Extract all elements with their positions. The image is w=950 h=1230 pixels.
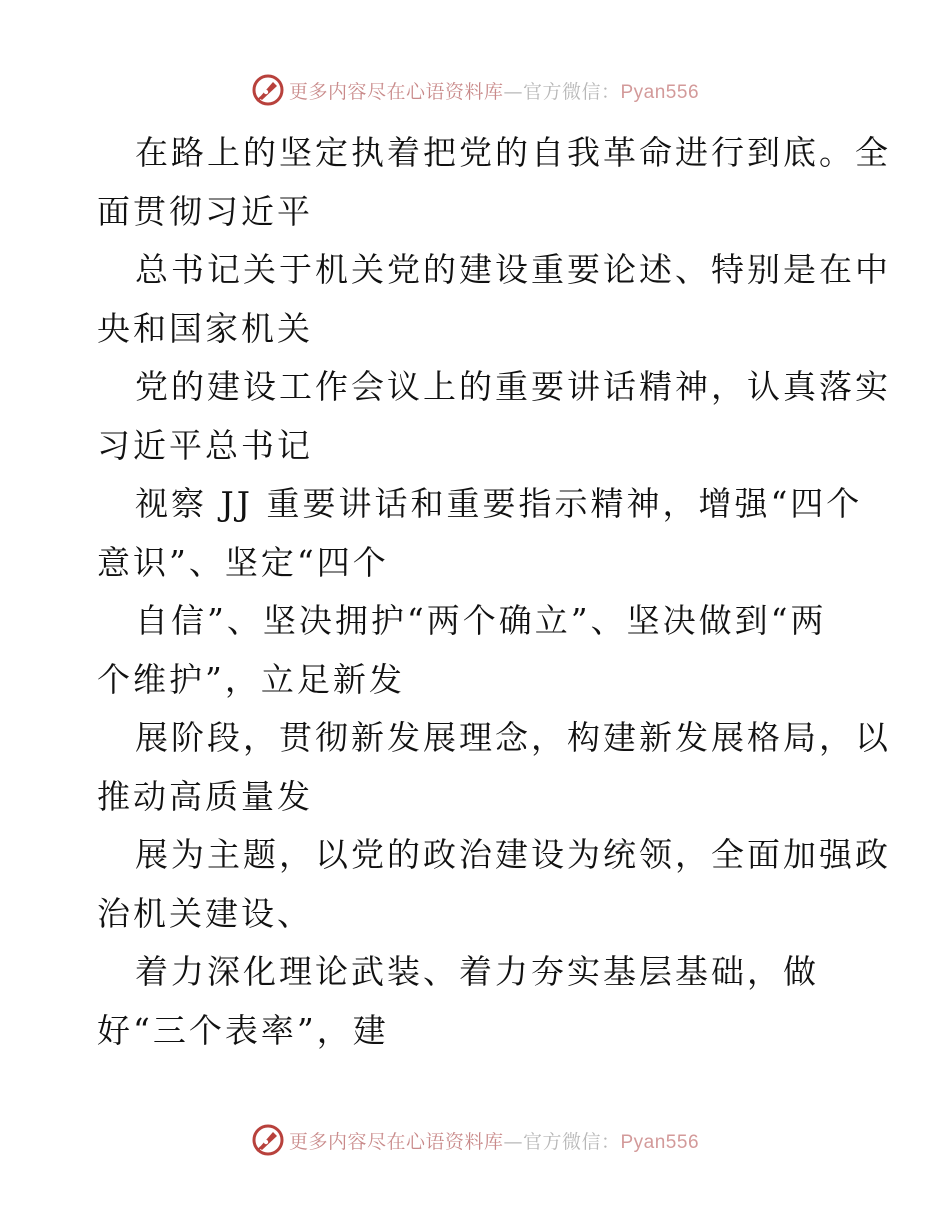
pen-nib-logo-icon <box>251 1123 285 1157</box>
footer-banner <box>0 1120 950 1160</box>
header-banner-wechat-id: Pyan556 <box>620 81 700 103</box>
footer-banner-dash: — <box>503 1130 523 1153</box>
text-line: 意识”、坚定“四个 <box>97 542 389 582</box>
header-banner <box>0 70 950 110</box>
text-line: 好“三个表率”，建 <box>97 1010 389 1050</box>
footer-banner-slogan: 更多内容尽在心语资料库 <box>288 1130 504 1153</box>
pen-nib-logo-icon <box>251 73 285 107</box>
header-banner-dash: — <box>503 80 523 103</box>
text-line: 在路上的坚定执着把党的自我革命进行到底。全 <box>135 133 891 172</box>
text-line: 展为主题，以党的政治建设为统领，全面加强政 <box>135 835 891 874</box>
document-body <box>97 124 891 1060</box>
text-line: 展阶段，贯彻新发展理念，构建新发展格局，以 <box>135 718 891 757</box>
text-line: 面贯彻习近平 <box>97 191 313 231</box>
text-line: 个维护”，立足新发 <box>97 659 405 699</box>
text-line: 习近平总书记 <box>97 425 313 465</box>
text-line: 党的建设工作会议上的重要讲话精神，认真落实 <box>135 367 891 406</box>
header-banner-content <box>251 73 699 107</box>
header-banner-slogan: 更多内容尽在心语资料库 <box>288 80 504 103</box>
text-line: 推动高质量发 <box>97 776 313 816</box>
header-banner-text <box>289 77 699 104</box>
text-line: 央和国家机关 <box>97 308 313 348</box>
footer-banner-wechat-id: Pyan556 <box>620 1131 700 1153</box>
footer-banner-text <box>289 1127 699 1154</box>
text-line: 视察 JJ 重要讲话和重要指示精神，增强“四个 <box>135 484 863 523</box>
text-line: 自信”、坚决拥护“两个确立”、坚决做到“两 <box>135 601 827 640</box>
footer-banner-wechat-label: 官方微信： <box>522 1130 621 1153</box>
text-line: 着力深化理论武装、着力夯实基层基础，做 <box>135 952 819 991</box>
footer-banner-content <box>251 1123 699 1157</box>
header-banner-wechat-label: 官方微信： <box>522 80 621 103</box>
text-line: 治机关建设、 <box>97 893 313 933</box>
text-line: 总书记关于机关党的建设重要论述、特别是在中 <box>135 250 891 289</box>
